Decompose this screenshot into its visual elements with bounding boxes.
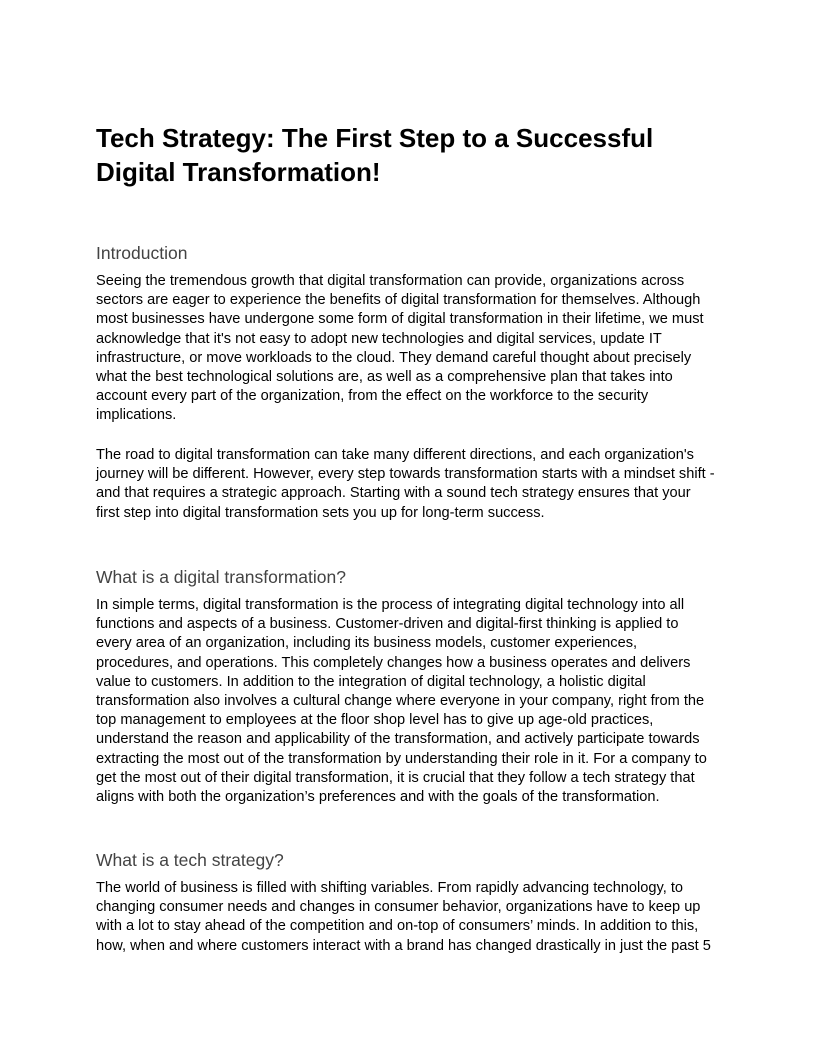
digital-transformation-paragraph	[96, 596, 707, 807]
text-line: functions and aspects of a business. Customer-driven and digital-first thinking is applied to	[96, 616, 679, 633]
text-line: changing consumer needs and changes in consumer behavior, organizations have to keep up	[96, 899, 701, 916]
text-line: In simple terms, digital transformation is the process of integrating digital technology into all	[96, 597, 685, 613]
text-line: most businesses have undergone some form of digital transformation in their lifetime, we must	[96, 311, 704, 328]
text-line: acknowledge that it's not easy to adopt new technologies and digital services, update IT	[96, 330, 662, 347]
section-heading-introduction: Introduction	[96, 243, 188, 263]
text-line: first step into digital transformation sets you up for long-term success.	[96, 504, 545, 521]
text-line: how, when and where customers interact with a brand has changed drastically in just the past 5	[96, 937, 711, 954]
text-line: implications.	[96, 407, 177, 424]
section-heading-tech-strategy: What is a tech strategy?	[96, 850, 284, 870]
text-line: understand the reason and applicability of the transformation, and actively participate towards	[96, 731, 700, 748]
text-line: transformation also involves a cultural change where everyone in your company, right from the	[96, 693, 705, 710]
text-line: and that requires a strategic approach. Starting with a sound tech strategy ensures that your	[96, 485, 691, 502]
text-line: account every part of the organization, from the effect on the workforce to the security	[96, 388, 649, 405]
text-line: value to customers. In addition to the integration of digital technology, a holistic digital	[96, 673, 646, 690]
text-line: sectors are eager to experience the benefits of digital transformation for themselves. Although	[96, 292, 701, 309]
text-line: every area of an organization, including its business models, customer experiences,	[96, 635, 638, 652]
intro-paragraph-1	[96, 272, 704, 426]
section-heading-digital-transformation: What is a digital transformation?	[96, 567, 346, 587]
tech-strategy-paragraph	[96, 879, 711, 956]
text-line: top management to employees at the floor shop level has to give up age-old practices,	[96, 712, 654, 729]
document-title	[96, 121, 726, 189]
title-line: Digital Transformation!	[96, 157, 381, 187]
text-line: The road to digital transformation can take many different directions, and each organization's	[96, 447, 694, 463]
text-line: aligns with both the organization’s preferences and with the goals of the transformation.	[96, 789, 660, 806]
text-line: extracting the most out of the transformation by understanding their role in it. For a company to	[96, 750, 707, 767]
intro-paragraph-2	[96, 446, 715, 523]
text-line: procedures, and operations. This completely changes how a business operates and delivers	[96, 654, 691, 671]
text-line: get the most out of their digital transformation, it is crucial that they follow a tech strategy that	[96, 769, 695, 786]
text-line: with a lot to stay ahead of the competition and on-top of consumers’ minds. In addition to this,	[96, 918, 699, 935]
title-line: Tech Strategy: The First Step to a Successful	[96, 123, 654, 153]
text-line: what the best technological solutions are, as well as a comprehensive plan that takes into	[96, 369, 673, 386]
text-line: infrastructure, or move workloads to the cloud. They demand careful thought about precisely	[96, 349, 692, 366]
text-line: journey will be different. However, every step towards transformation starts with a mindset shift -	[96, 466, 715, 483]
text-line: The world of business is filled with shifting variables. From rapidly advancing technology, to	[96, 880, 684, 896]
text-line: Seeing the tremendous growth that digital transformation can provide, organizations across	[96, 273, 685, 289]
